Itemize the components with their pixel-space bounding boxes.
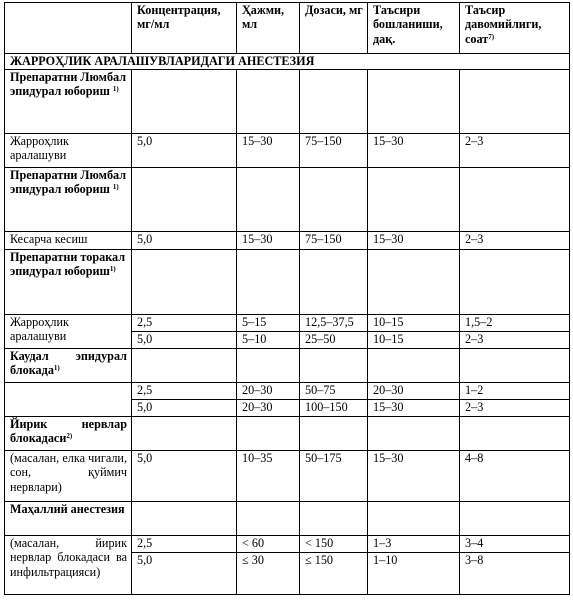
cell-concentration: 5,0 xyxy=(132,451,237,502)
cell-onset: 10–15 xyxy=(368,332,460,349)
footnote-mark: 1) xyxy=(112,85,119,94)
cell-volume: < 60 xyxy=(237,536,300,553)
empty-cell xyxy=(237,349,300,383)
empty-cell xyxy=(132,70,237,134)
cell-concentration: 2,5 xyxy=(132,536,237,553)
empty-cell xyxy=(460,168,570,232)
cell-volume: 15–30 xyxy=(237,232,300,250)
dosage-table xyxy=(4,2,570,595)
header-duration-footnote: 7) xyxy=(488,32,495,41)
cell-dose: < 150 xyxy=(300,536,368,553)
empty-cell xyxy=(368,250,460,315)
empty-cell xyxy=(460,349,570,383)
table-row xyxy=(5,134,570,168)
empty-cell xyxy=(237,168,300,232)
footnote-mark: 2) xyxy=(66,432,73,441)
table-row xyxy=(5,383,570,400)
header-concentration: Концентрация, мг/мл xyxy=(132,3,237,54)
cell-onset: 20–30 xyxy=(368,383,460,400)
cell-onset: 15–30 xyxy=(368,451,460,502)
empty-cell xyxy=(300,502,368,536)
cell-volume: 20–30 xyxy=(237,400,300,417)
cell-concentration: 2,5 xyxy=(132,383,237,400)
empty-cell xyxy=(300,349,368,383)
cell-onset: 15–30 xyxy=(368,232,460,250)
cell-onset: 10–15 xyxy=(368,315,460,332)
empty-cell xyxy=(368,168,460,232)
header-empty-cell xyxy=(5,3,132,54)
row-title-lumbar-1 xyxy=(5,70,132,134)
cell-duration: 2–3 xyxy=(460,232,570,250)
header-duration-text: Таъсир давомийлиги, соат xyxy=(465,3,542,46)
cell-dose: 75–150 xyxy=(300,232,368,250)
empty-cell xyxy=(132,250,237,315)
row-title-text: Препаратни Люмбал эпидурал юбориш xyxy=(10,70,127,99)
cell-concentration: 5,0 xyxy=(132,400,237,417)
cell-dose: 75–150 xyxy=(300,134,368,168)
empty-cell xyxy=(132,168,237,232)
cell-concentration: 5,0 xyxy=(132,134,237,168)
cell-onset: 15–30 xyxy=(368,134,460,168)
empty-cell xyxy=(237,70,300,134)
cell-dose: ≤ 150 xyxy=(300,553,368,595)
cell-onset: 1–3 xyxy=(368,536,460,553)
row-title-text: Каудал эпидурал блокада xyxy=(10,349,127,378)
row-title-caudal xyxy=(5,349,132,383)
empty-cell xyxy=(300,417,368,451)
row-title-text: Йирик нервлар блокадаси xyxy=(10,417,127,446)
cell-onset: 1–10 xyxy=(368,553,460,595)
section-row xyxy=(5,54,570,70)
table-row xyxy=(5,502,570,536)
row-title-text: Препаратни торакал эпидурал юбориш xyxy=(10,250,126,279)
cell-volume: 20–30 xyxy=(237,383,300,400)
footnote-mark: 1) xyxy=(109,265,116,274)
cell-dose: 50–75 xyxy=(300,383,368,400)
empty-cell xyxy=(300,168,368,232)
table-row xyxy=(5,536,570,553)
empty-cell xyxy=(132,417,237,451)
cell-concentration: 2,5 xyxy=(132,315,237,332)
table-row xyxy=(5,417,570,451)
empty-cell xyxy=(368,70,460,134)
cell-duration: 3–4 xyxy=(460,536,570,553)
empty-cell xyxy=(237,417,300,451)
cell-duration: 2–3 xyxy=(460,400,570,417)
cell-duration: 3–8 xyxy=(460,553,570,595)
table-row xyxy=(5,232,570,250)
table-row xyxy=(5,451,570,502)
cell-duration: 2–3 xyxy=(460,134,570,168)
cell-volume: ≤ 30 xyxy=(237,553,300,595)
header-dose: Дозаси, мг xyxy=(300,3,368,54)
cell-dose: 50–175 xyxy=(300,451,368,502)
empty-cell xyxy=(132,349,237,383)
footnote-mark: 1) xyxy=(112,183,119,192)
header-duration xyxy=(460,3,570,54)
footnote-mark: 1) xyxy=(53,364,60,373)
table-row xyxy=(5,70,570,134)
cell-duration: 1,5–2 xyxy=(460,315,570,332)
row-title-lumbar-2 xyxy=(5,168,132,232)
cell-duration: 1–2 xyxy=(460,383,570,400)
row-label: (масалан, йирик нервлар блокадаси ва инфильтрацияси) xyxy=(5,536,132,595)
empty-cell xyxy=(300,250,368,315)
table-row xyxy=(5,250,570,315)
cell-concentration: 5,0 xyxy=(132,232,237,250)
cell-duration: 2–3 xyxy=(460,332,570,349)
table-row xyxy=(5,168,570,232)
cell-duration: 4–8 xyxy=(460,451,570,502)
header-onset: Таъсири бошланиши, дақ. xyxy=(368,3,460,54)
header-volume: Ҳажми, мл xyxy=(237,3,300,54)
table-header-row xyxy=(5,3,570,54)
table-row xyxy=(5,315,570,332)
empty-cell xyxy=(237,502,300,536)
cell-dose: 100–150 xyxy=(300,400,368,417)
section-title: ЖАРРОҲЛИК АРАЛАШУВЛАРИДАГИ АНЕСТЕЗИЯ xyxy=(5,54,570,70)
cell-concentration: 5,0 xyxy=(132,332,237,349)
cell-onset: 15–30 xyxy=(368,400,460,417)
empty-cell xyxy=(460,70,570,134)
row-label: Кесарча кесиш xyxy=(5,232,132,250)
empty-cell xyxy=(460,250,570,315)
empty-cell xyxy=(132,502,237,536)
empty-cell xyxy=(460,417,570,451)
cell-concentration: 5,0 xyxy=(132,553,237,595)
row-label: Жарроҳлик аралашуви xyxy=(5,315,132,349)
row-title-thoracic xyxy=(5,250,132,315)
table-row xyxy=(5,349,570,383)
empty-cell xyxy=(368,502,460,536)
cell-volume: 10–35 xyxy=(237,451,300,502)
empty-cell xyxy=(368,417,460,451)
empty-cell xyxy=(5,383,132,417)
row-label: (масалан, елка чигали, сон, қуймич нервлари) xyxy=(5,451,132,502)
cell-volume: 5–15 xyxy=(237,315,300,332)
cell-dose: 25–50 xyxy=(300,332,368,349)
empty-cell xyxy=(237,250,300,315)
empty-cell xyxy=(300,70,368,134)
cell-volume: 5–10 xyxy=(237,332,300,349)
row-label: Жарроҳлик аралашуви xyxy=(5,134,132,168)
row-title-major-nerve xyxy=(5,417,132,451)
empty-cell xyxy=(368,349,460,383)
empty-cell xyxy=(460,502,570,536)
row-title-local: Маҳаллий анестезия xyxy=(5,502,132,536)
row-title-text: Препаратни Люмбал эпидурал юбориш xyxy=(10,168,127,197)
cell-dose: 12,5–37,5 xyxy=(300,315,368,332)
cell-volume: 15–30 xyxy=(237,134,300,168)
